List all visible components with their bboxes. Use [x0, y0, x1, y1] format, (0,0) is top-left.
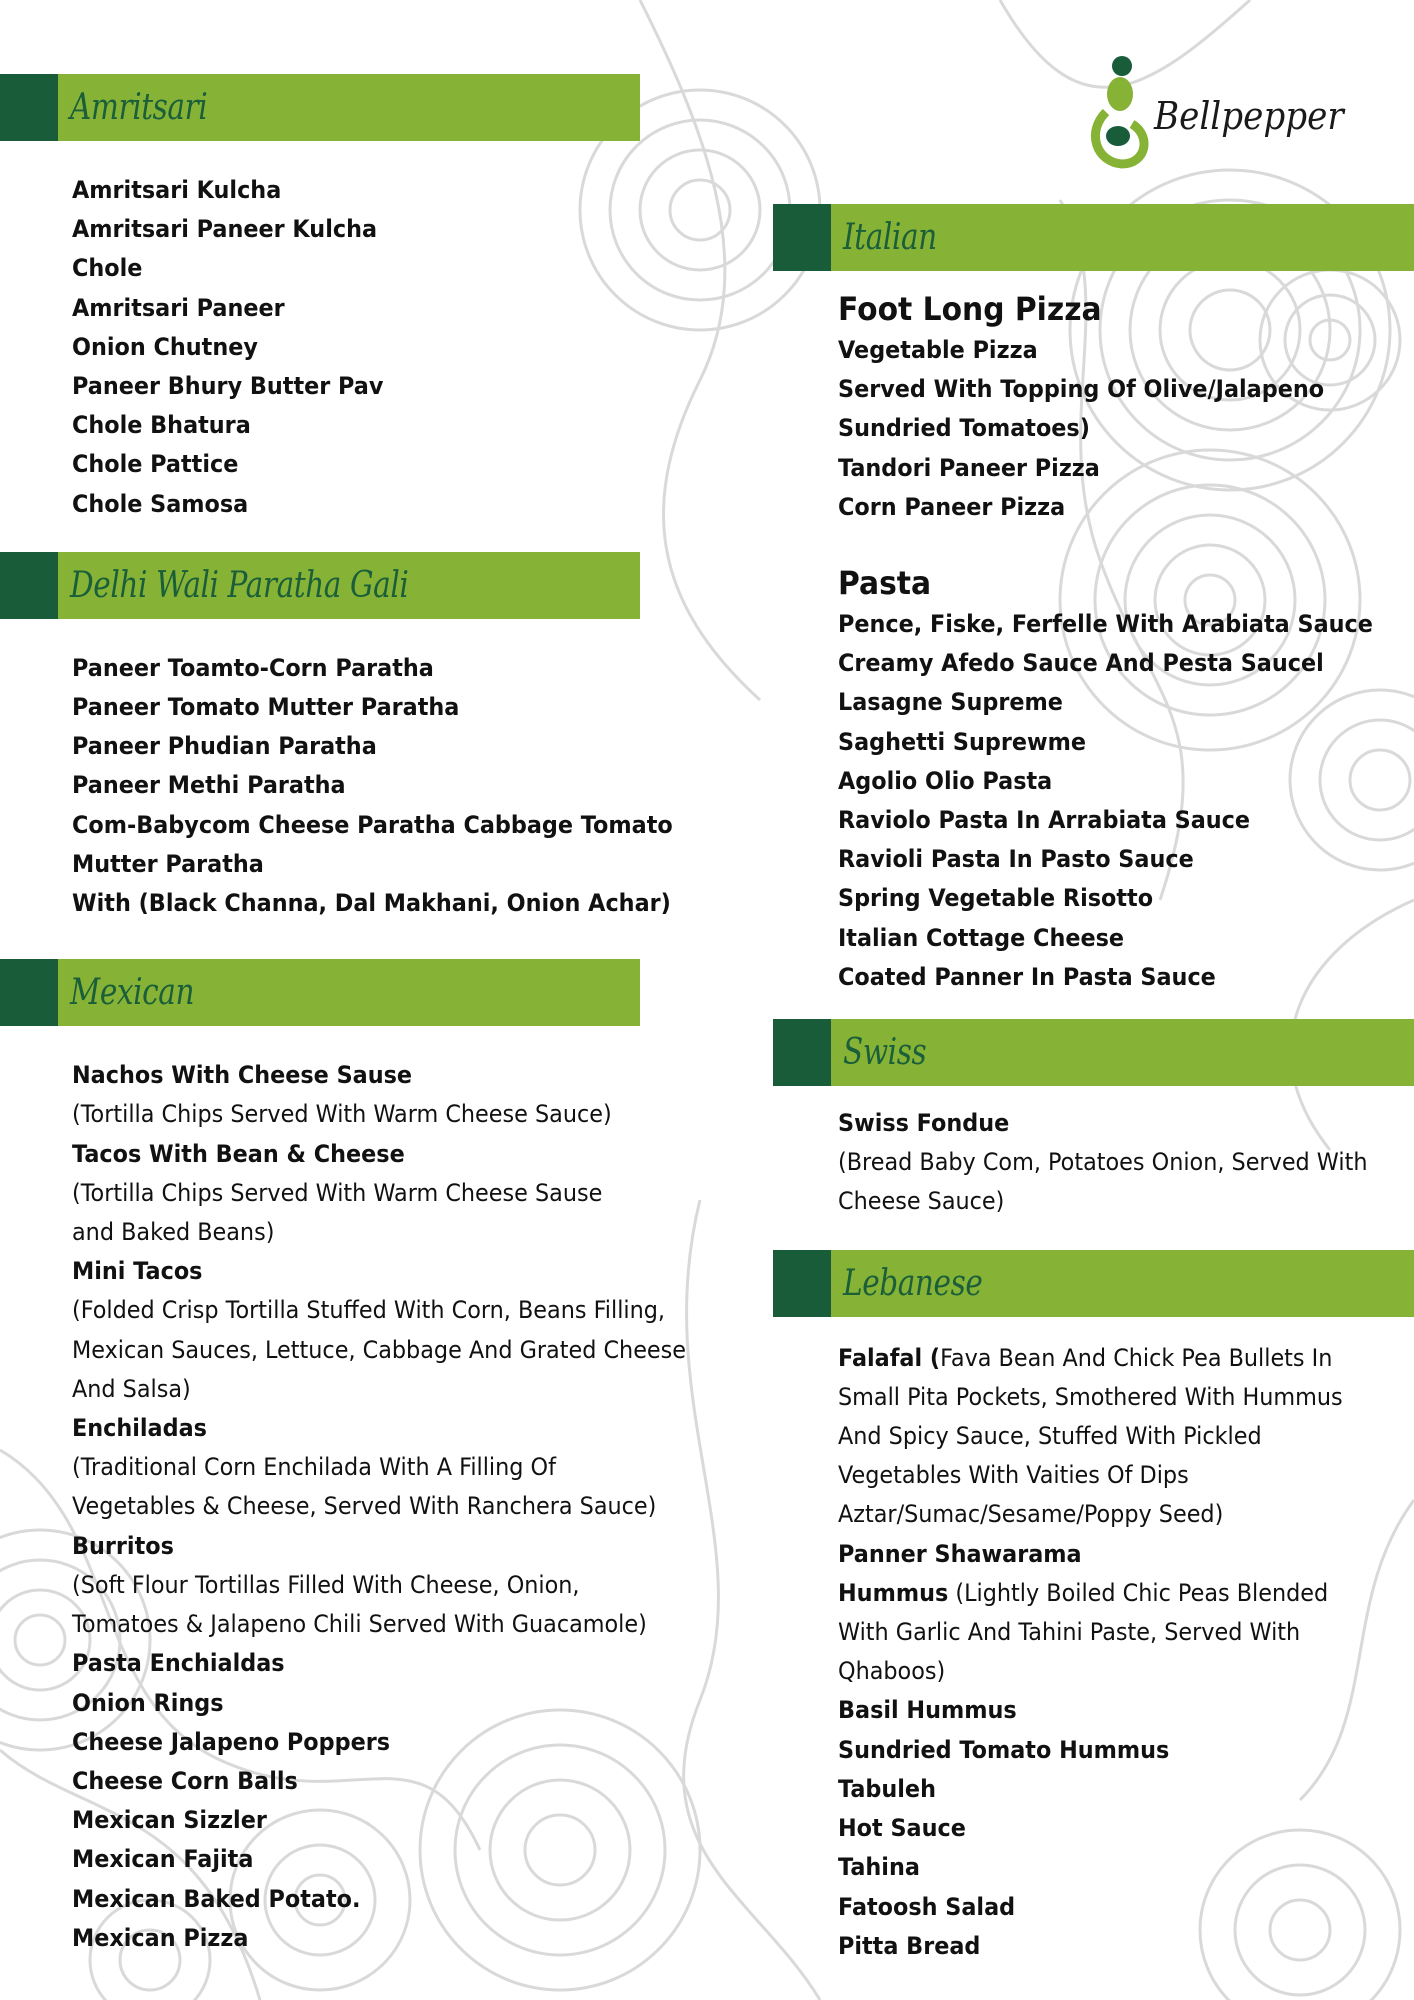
menu-item: Paneer Methi Paratha [72, 771, 346, 800]
menu-item: Chole [72, 254, 143, 283]
menu-item: Mexican Sizzler [72, 1806, 267, 1835]
section-header-swiss [773, 1019, 1414, 1086]
menu-item: Paneer Toamto-Corn Paratha [72, 653, 434, 682]
menu-item: Basil Hummus [838, 1696, 1017, 1725]
menu-item: Amritsari Paneer [72, 293, 285, 322]
section-header-italian [773, 204, 1414, 271]
menu-item-falafal [838, 1339, 1374, 1378]
menu-item: Mexican Fajita [72, 1845, 254, 1874]
menu-item-description: Fava Bean And Chick Pea Bullets In [940, 1343, 1333, 1372]
menu-item-description: Mexican Sauces, Lettuce, Cabbage And Grated Cheese [72, 1335, 687, 1364]
menu-item: Hot Sauce [838, 1814, 966, 1843]
menu-item-description: Tomatoes & Jalapeno Chili Served With Guacamole) [72, 1610, 647, 1639]
menu-item-description: Qhaboos) [838, 1657, 946, 1686]
menu-item-name: Hummus [838, 1578, 949, 1607]
menu-item-description: (Lightly Boiled Chic Peas Blended [948, 1578, 1329, 1607]
left-column [0, 74, 720, 1958]
menu-item: Cheese Corn Balls [72, 1766, 298, 1795]
menu-item: Vegetable Pizza [838, 336, 1038, 364]
menu-item: Onion Chutney [72, 332, 258, 361]
swiss-items [773, 1104, 1414, 1222]
menu-item: Tabuleh [838, 1774, 936, 1803]
right-column [773, 204, 1414, 1966]
menu-item: Tandori Paneer Pizza [838, 453, 1100, 482]
section-header-lebanese [773, 1250, 1414, 1317]
menu-item: Sundried Tomatoes) [838, 414, 1090, 443]
menu-item: Corn Paneer Pizza [838, 492, 1066, 521]
section-title-italian: Italian [843, 217, 937, 258]
menu-item-description: Vegetables With Vaities Of Dips [838, 1461, 1189, 1490]
menu-item-hummus [838, 1574, 1374, 1613]
menu-item: Raviolo Pasta In Arrabiata Sauce [838, 806, 1251, 835]
menu-item: Sundried Tomato Hummus [838, 1735, 1170, 1764]
section-title-amritsari: Amritsari [70, 87, 208, 128]
menu-item: Enchiladas [72, 1414, 207, 1443]
menu-item: Paneer Tomato Mutter Paratha [72, 693, 460, 722]
delhi-items [0, 649, 720, 923]
menu-item-description: (Tortilla Chips Served With Warm Cheese Sauce) [72, 1100, 612, 1129]
header-accent-block [773, 1019, 831, 1086]
menu-item: Chole Pattice [72, 450, 239, 479]
menu-item: Tacos With Bean & Cheese [72, 1139, 405, 1168]
italian-pasta-items [773, 563, 1414, 997]
header-accent-block [0, 74, 58, 141]
menu-item: Cheese Jalapeno Poppers [72, 1727, 391, 1756]
menu-item-description: Cheese Sauce) [838, 1187, 1005, 1216]
menu-item: Mutter Paratha [72, 849, 264, 878]
section-title-mexican: Mexican [70, 972, 195, 1014]
menu-item: Mexican Baked Potato. [72, 1884, 361, 1913]
section-title-lebanese: Lebanese [843, 1262, 983, 1304]
menu-item-description: (Soft Flour Tortillas Filled With Cheese, Onion, [72, 1570, 580, 1599]
lebanese-items [773, 1339, 1414, 1966]
menu-item-description: Vegetables & Cheese, Served With Ranchera Sauce) [72, 1492, 657, 1521]
menu-item: Lasagne Supreme [838, 688, 1063, 717]
menu-item: With (Black Channa, Dal Makhani, Onion Achar) [72, 889, 671, 918]
menu-item-description: With Garlic And Tahini Paste, Served With [838, 1618, 1301, 1647]
mexican-items [0, 1056, 720, 1958]
menu-item-description: And Spicy Sauce, Stuffed With Pickled [838, 1422, 1262, 1451]
menu-item-description: Aztar/Sumac/Sesame/Poppy Seed) [838, 1500, 1224, 1529]
menu-item: Served With Topping Of Olive/Jalapeno [838, 375, 1325, 404]
brand-name: Bellpepper [1154, 94, 1344, 138]
menu-item-description: (Tortilla Chips Served With Warm Cheese Sause [72, 1178, 603, 1207]
menu-item: Com-Babycom Cheese Paratha Cabbage Tomato [72, 810, 673, 839]
menu-item: Saghetti Suprewme [838, 727, 1087, 756]
menu-item: Amritsari Kulcha [72, 176, 282, 204]
menu-item: Panner Shawarama [838, 1539, 1082, 1568]
menu-item: Italian Cottage Cheese [838, 923, 1125, 952]
menu-item: Swiss Fondue [838, 1109, 1010, 1138]
menu-item: Chole Samosa [72, 489, 249, 518]
menu-item: Mexican Pizza [72, 1923, 249, 1952]
menu-item: Chole Bhatura [72, 411, 251, 440]
menu-item: Pitta Bread [838, 1931, 981, 1960]
italian-pizza-items [773, 289, 1414, 527]
header-accent-block [0, 959, 58, 1026]
menu-item-description: (Traditional Corn Enchilada With A Filling Of [72, 1453, 556, 1482]
menu-item: Pence, Fiske, Ferfelle With Arabiata Sauce [838, 610, 1373, 639]
header-accent-block [773, 204, 831, 271]
menu-item: Tahina [838, 1853, 920, 1882]
section-header-delhi [0, 552, 640, 619]
menu-item: Mini Tacos [72, 1257, 203, 1286]
menu-item-description: Small Pita Pockets, Smothered With Hummus [838, 1382, 1343, 1411]
menu-item-name: Falafal ( [838, 1343, 941, 1372]
section-title-delhi: Delhi Wali Paratha Gali [70, 564, 409, 606]
menu-item-description: (Folded Crisp Tortilla Stuffed With Corn, Beans Filling, [72, 1296, 666, 1325]
section-header-amritsari [0, 74, 640, 141]
menu-item: Pasta Enchialdas [72, 1649, 285, 1678]
subheading-pizza: Foot Long Pizza [838, 290, 1102, 328]
menu-item: Onion Rings [72, 1688, 224, 1717]
menu-item-description: (Bread Baby Com, Potatoes Onion, Served With [838, 1148, 1368, 1177]
menu-item: Spring Vegetable Risotto [838, 884, 1154, 913]
menu-item: Paneer Phudian Paratha [72, 732, 377, 761]
section-header-mexican [0, 959, 640, 1026]
menu-item: Burritos [72, 1531, 174, 1560]
menu-item: Coated Panner In Pasta Sauce [838, 962, 1216, 991]
menu-item: Nachos With Cheese Sause [72, 1061, 413, 1090]
menu-item: Paneer Bhury Butter Pav [72, 372, 384, 401]
menu-item: Fatoosh Salad [838, 1892, 1016, 1921]
subheading-pasta: Pasta [838, 564, 932, 603]
menu-item: Ravioli Pasta In Pasto Sauce [838, 845, 1194, 874]
section-title-swiss: Swiss [843, 1032, 927, 1074]
menu-item-description: And Salsa) [72, 1374, 191, 1403]
header-accent-block [773, 1250, 831, 1317]
menu-item: Agolio Olio Pasta [838, 766, 1053, 795]
header-accent-block [0, 552, 58, 619]
menu-item: Amritsari Paneer Kulcha [72, 215, 378, 244]
amritsari-items [0, 171, 720, 524]
menu-item-description: and Baked Beans) [72, 1218, 275, 1247]
menu-item: Creamy Afedo Sauce And Pesta Saucel [838, 649, 1324, 678]
